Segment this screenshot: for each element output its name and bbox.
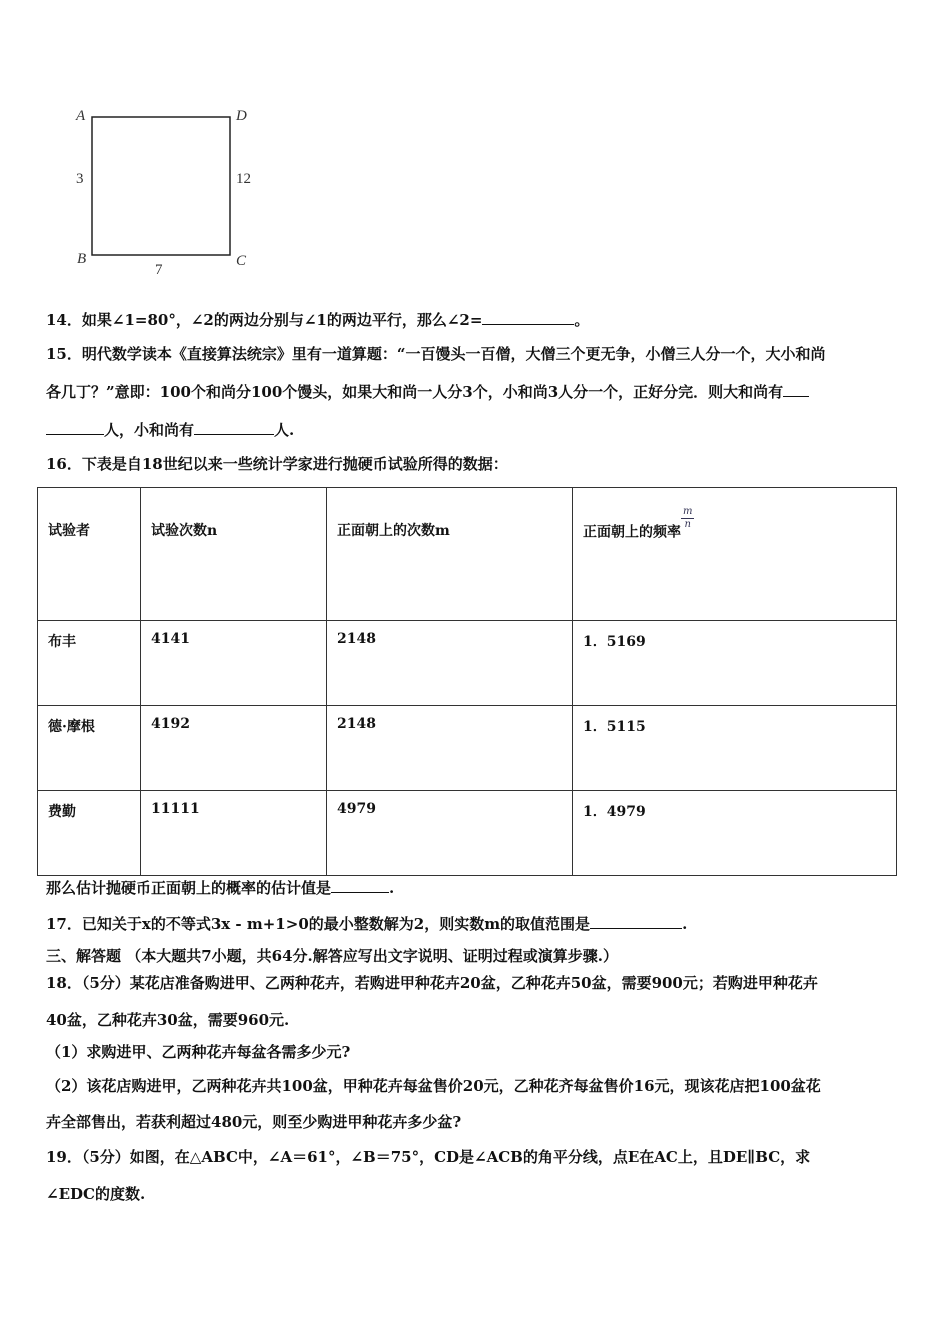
label-d: D bbox=[236, 108, 247, 124]
q19-line2: ∠EDC的度数. bbox=[46, 1185, 146, 1203]
question-17 bbox=[46, 914, 687, 934]
fraction-numerator: m bbox=[683, 506, 693, 517]
q18-part1: （1）求购进甲、乙两种花卉每盆各需多少元? bbox=[46, 1043, 351, 1061]
cell: 布丰 bbox=[38, 621, 141, 706]
table-header-row bbox=[38, 488, 897, 621]
q15-line3b: 人. bbox=[274, 421, 295, 439]
section-3-heading: 三、解答题 （本大题共7小题，共64分.解答应写出文字说明、证明过程或演算步骤.） bbox=[46, 947, 618, 965]
fraction-denominator: n bbox=[684, 519, 691, 530]
cell: 费勤 bbox=[38, 791, 141, 876]
q17-text: 17．已知关于x的不等式3x - m+1>0的最小整数解为2，则实数m的取值范围是 bbox=[46, 915, 591, 933]
header-cell: 正面朝上的次数m bbox=[327, 488, 573, 621]
cell: 4979 bbox=[327, 791, 573, 876]
square-abcd bbox=[60, 100, 280, 290]
q14-text: 14．如果∠1=80°，∠2的两边分别与∠1的两边平行，那么∠2= bbox=[46, 311, 483, 329]
cell: 4141 bbox=[141, 621, 327, 706]
answer-blank bbox=[783, 382, 809, 397]
q15-line2-text: 各几丁？”意即：100个和尚分100个馒头，如果大和尚一人分3个，小和尚3人分一个，正好分完．则大和尚有 bbox=[46, 383, 784, 401]
cell: 1．4979 bbox=[573, 791, 897, 876]
q18-line2: 40盆，乙种花卉30盆，需要960元. bbox=[46, 1011, 290, 1029]
cell: 1．5169 bbox=[573, 621, 897, 706]
q16-after bbox=[46, 878, 394, 898]
answer-blank bbox=[331, 878, 389, 893]
q14-end: 。 bbox=[574, 311, 590, 329]
table-row bbox=[38, 791, 897, 876]
q15-line1: 15．明代数学读本《直接算法统宗》里有一道算题：“一百馒头一百僧，大僧三个更无争，小僧三人分一个，大小和尚 bbox=[46, 345, 826, 363]
cell: 11111 bbox=[141, 791, 327, 876]
answer-blank bbox=[46, 420, 104, 435]
cell: 2148 bbox=[327, 621, 573, 706]
answer-blank bbox=[194, 420, 274, 435]
question-14 bbox=[46, 310, 589, 330]
q16-after-text: 那么估计抛硬币正面朝上的概率的估计值是 bbox=[46, 879, 332, 897]
header-cell: 试验者 bbox=[38, 488, 141, 621]
q15-line3a: 人，小和尚有 bbox=[104, 421, 195, 439]
label-c: C bbox=[236, 253, 247, 269]
answer-blank bbox=[590, 914, 682, 929]
q16-after-end: . bbox=[389, 879, 395, 897]
table-row bbox=[38, 621, 897, 706]
header-cell bbox=[573, 488, 897, 621]
q17-end: . bbox=[682, 915, 688, 933]
table-row bbox=[38, 706, 897, 791]
q19-line1: 19．（5分）如图，在△ABC中，∠A＝61°，∠B＝75°，CD是∠ACB的角平分线，点E在AC上，且DE∥BC，求 bbox=[46, 1148, 811, 1166]
header-text: 正面朝上的频率 bbox=[583, 524, 681, 541]
label-a: A bbox=[76, 108, 86, 124]
q18-part2-line2: 卉全部售出，若获利超过480元，则至少购进甲种花卉多少盆? bbox=[46, 1113, 462, 1131]
header-cell: 试验次数n bbox=[141, 488, 327, 621]
coin-toss-table bbox=[37, 487, 897, 876]
cell: 4192 bbox=[141, 706, 327, 791]
q15-line2 bbox=[46, 382, 809, 402]
q16-text: 16．下表是自18世纪以来一些统计学家进行抛硬币试验所得的数据： bbox=[46, 455, 508, 473]
q18-line1: 18．（5分）某花店准备购进甲、乙两种花卉，若购进甲种花卉20盆，乙种花卉50盆，需要900元；若购进甲种花卉 bbox=[46, 974, 818, 992]
label-bc-length: 7 bbox=[155, 262, 163, 278]
cell: 1．5115 bbox=[573, 706, 897, 791]
label-ab-length: 3 bbox=[76, 171, 84, 187]
answer-blank bbox=[482, 310, 574, 325]
fraction-m-over-n bbox=[681, 506, 694, 531]
label-b: B bbox=[77, 251, 87, 267]
label-dc-length: 12 bbox=[236, 171, 251, 187]
cell: 德·摩根 bbox=[38, 706, 141, 791]
q18-part2-line1: （2）该花店购进甲，乙两种花卉共100盆，甲种花卉每盆售价20元，乙种花齐每盆售价16元，现该花店把100盆花 bbox=[46, 1077, 821, 1095]
q15-line3 bbox=[46, 420, 294, 440]
cell: 2148 bbox=[327, 706, 573, 791]
